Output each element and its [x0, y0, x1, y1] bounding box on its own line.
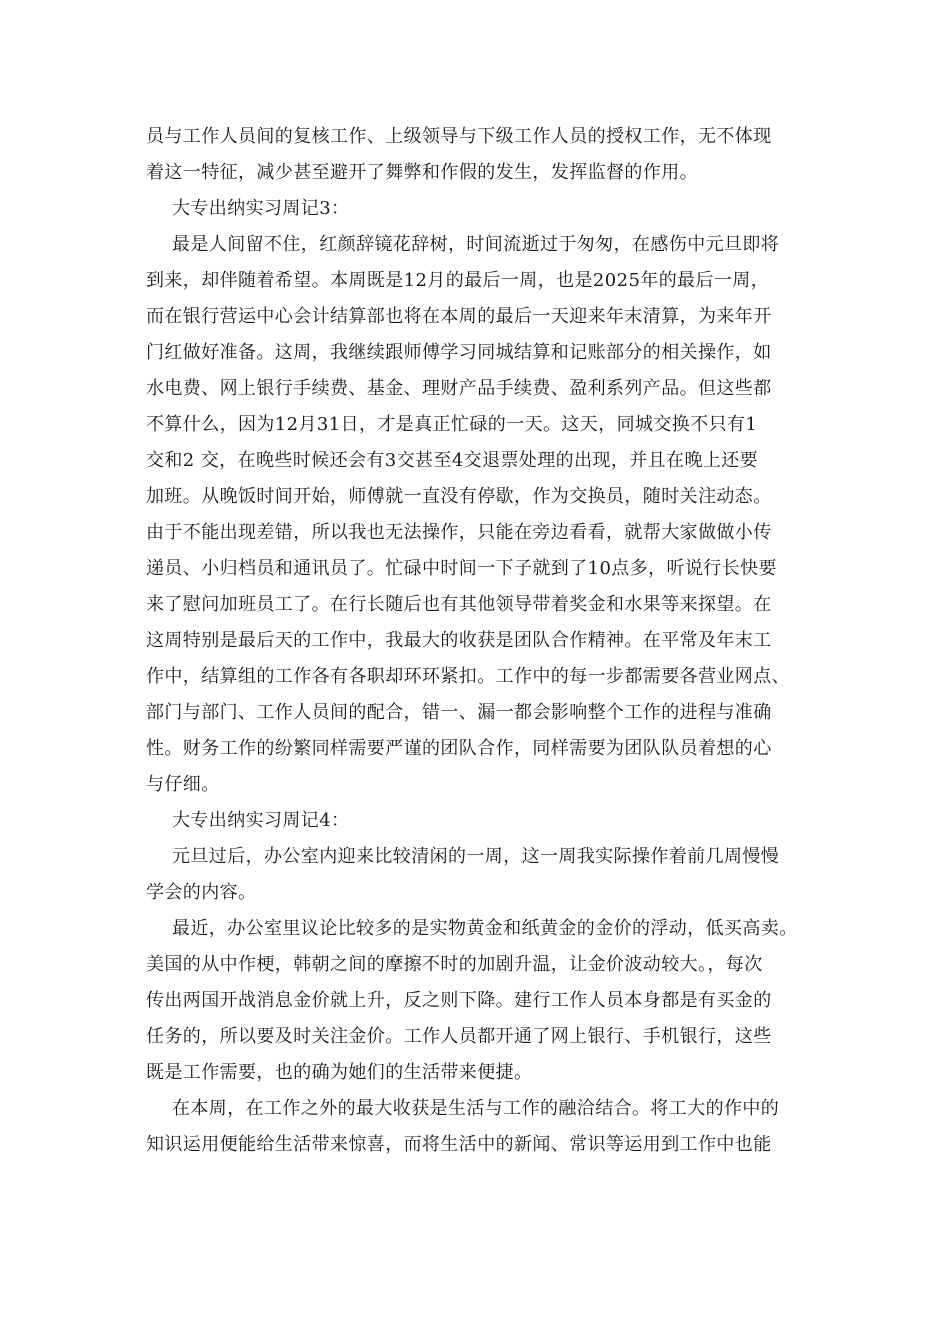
- text-line: 递员、小归档员和通讯员了。忙碌中时间一下子就到了10点多，听说行长快要: [146, 558, 777, 579]
- text-line: 知识运用便能给生活带来惊喜，而将生活中的新闻、常识等运用到工作中也能: [146, 1134, 772, 1155]
- text-line: 交和2 交，在晚些时候还会有3交甚至4交退票处理的出现，并且在晚上还要: [146, 450, 759, 471]
- text-line: 到来，却伴随着希望。本周既是12月的最后一周，也是2025年的最后一周，: [146, 270, 770, 291]
- paragraph-first-line: 最是人间留不住，红颜辞镜花辞树，时间流逝过于匆匆，在感伤中元旦即将: [172, 234, 780, 255]
- text-line: 门红做好准备。这周，我继续跟师傅学习同城结算和记账部分的相关操作，如: [146, 342, 772, 363]
- text-line: 任务的，所以要及时关注金价。工作人员都开通了网上银行、手机银行，这些: [146, 1026, 772, 1047]
- text-line: 水电费、网上银行手续费、基金、理财产品手续费、盈利系列产品。但这些都: [146, 378, 772, 399]
- text-line: 学会的内容。: [146, 882, 257, 903]
- text-line: 传出两国开战消息金价就上升，反之则下降。建行工作人员本身都是有买金的: [146, 990, 772, 1011]
- text-line: 员与工作人员间的复核工作、上级领导与下级工作人员的授权工作，无不体现: [146, 126, 772, 147]
- text-line: 着这一特征，减少甚至避开了舞弊和作假的发生，发挥监督的作用。: [146, 162, 698, 183]
- text-line: 部门与部门、工作人员间的配合，错一、漏一都会影响整个工作的进程与准确: [146, 702, 772, 723]
- paragraph-first-line: 在本周，在工作之外的最大收获是生活与工作的融洽结合。将工大的作中的: [172, 1098, 780, 1119]
- text-line: 来了慰问加班员工了。在行长随后也有其他领导带着奖金和水果等来探望。在: [146, 594, 772, 615]
- text-line: 作中，结算组的工作各有各职却环环紧扣。工作中的每一步都需要各营业网点、: [146, 666, 790, 687]
- text-line: 性。财务工作的纷繁同样需要严谨的团队合作，同样需要为团队队员着想的心: [146, 738, 772, 759]
- paragraph-first-line: 最近，办公室里议论比较多的是实物黄金和纸黄金的金价的浮动，低买高卖。: [172, 918, 798, 939]
- text-line: 而在银行营运中心会计结算部也将在本周的最后一天迎来年末清算，为来年开: [146, 306, 772, 327]
- text-line: 由于不能出现差错，所以我也无法操作，只能在旁边看看，就帮大家做做小传: [146, 522, 772, 543]
- section-heading: 大专出纳实习周记4：: [172, 810, 350, 831]
- text-line: 既是工作需要，也的确为她们的生活带来便捷。: [146, 1062, 533, 1083]
- text-line: 美国的从中作梗，韩朝之间的摩擦不时的加剧升温，让金价波动较大。，每次: [146, 954, 763, 975]
- text-line: 与仔细。: [146, 774, 220, 795]
- section-heading: 大专出纳实习周记3：: [172, 198, 350, 219]
- text-line: 加班。从晚饭时间开始，师傅就一直没有停歇，作为交换员，随时关注动态。: [146, 486, 772, 507]
- text-line: 这周特别是最后天的工作中，我最大的收获是团队合作精神。在平常及年末工: [146, 630, 772, 651]
- text-line: 不算什么，因为12月31日，才是真正忙碌的一天。这天，同城交换不只有1: [146, 414, 758, 435]
- paragraph-first-line: 元旦过后，办公室内迎来比较清闲的一周，这一周我实际操作着前几周慢慢: [172, 846, 780, 867]
